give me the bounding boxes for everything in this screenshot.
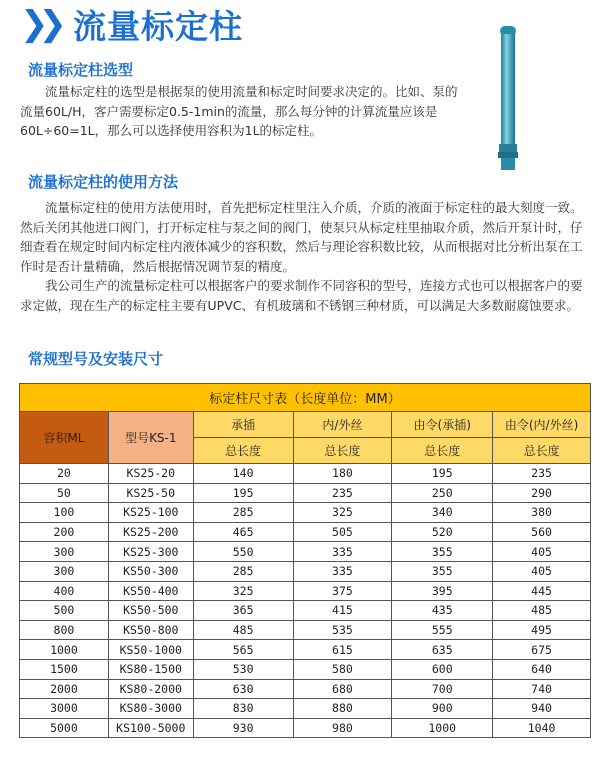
table-cell: 400 (20, 581, 109, 601)
table-cell: KS80-3000 (108, 699, 193, 719)
table-cell: 180 (293, 464, 392, 484)
table-cell: 900 (392, 699, 493, 719)
calibration-column-image (492, 24, 532, 174)
table-row (20, 581, 591, 601)
table-cell: 20 (20, 464, 109, 484)
section-heading-selection: 流量标定柱选型 (28, 61, 134, 79)
table-cell: 200 (20, 522, 109, 542)
table-cell: 335 (293, 542, 392, 562)
table-row (20, 464, 591, 484)
table-cell: 300 (20, 542, 109, 562)
page-title-text: 流量标定柱 (72, 6, 243, 46)
table-cell: 465 (193, 522, 293, 542)
table-cell: 615 (293, 640, 392, 660)
table-cell: 940 (493, 699, 591, 719)
header-group: 由令(承插) (392, 412, 493, 438)
table-cell: 2000 (20, 679, 109, 699)
table-cell: 235 (493, 464, 591, 484)
table-cell: 560 (493, 522, 591, 542)
table-row (20, 483, 591, 503)
table-cell: 140 (193, 464, 293, 484)
table-cell: 800 (20, 620, 109, 640)
header-volume: 容积ML (20, 412, 109, 464)
table-cell: KS100-5000 (108, 718, 193, 738)
table-cell: 740 (493, 679, 591, 699)
header-group: 内/外丝 (293, 412, 392, 438)
table-cell: KS25-20 (108, 464, 193, 484)
table-row (20, 503, 591, 523)
table-cell: 550 (193, 542, 293, 562)
table-cell: 435 (392, 601, 493, 621)
table-cell: 335 (293, 561, 392, 581)
section-heading-models: 常规型号及安装尺寸 (28, 350, 164, 368)
header-total-length: 总长度 (193, 438, 293, 464)
table-cell: 980 (293, 718, 392, 738)
table-cell: 1040 (493, 718, 591, 738)
header-group: 承插 (193, 412, 293, 438)
table-cell: 565 (193, 640, 293, 660)
table-row (20, 699, 591, 719)
table-cell: 1000 (392, 718, 493, 738)
table-cell: 640 (493, 659, 591, 679)
table-cell: 395 (392, 581, 493, 601)
table-cell: 530 (193, 659, 293, 679)
table-cell: 415 (293, 601, 392, 621)
table-cell: 355 (392, 561, 493, 581)
table-cell: 580 (293, 659, 392, 679)
table-cell: KS50-800 (108, 620, 193, 640)
table-row (20, 561, 591, 581)
table-cell: 635 (392, 640, 493, 660)
table-cell: KS25-300 (108, 542, 193, 562)
table-cell: 630 (193, 679, 293, 699)
table-cell: 405 (493, 542, 591, 562)
table-row (20, 718, 591, 738)
table-cell: 1500 (20, 659, 109, 679)
section-heading-usage: 流量标定柱的使用方法 (28, 173, 179, 191)
header-total-length: 总长度 (392, 438, 493, 464)
usage-text-2: 我公司生产的流量标定柱可以根据客户的要求制作不同容积的型号，连接方式也可以根据客户的要求定做，现在生产的标定柱主要有UPVC、有机玻璃和不锈钢三种材质，可以满足大多数耐腐蚀要求。 (20, 278, 583, 313)
selection-text: 流量标定柱的选型是根据泵的使用流量和标定时间要求决定的。比如、泵的流量60L/H，客户需要标定0.5-1min的流量，那么每分钟的计算流量应该是60L÷60=1L，那么可以选择使用容积为1L的标定柱。 (20, 84, 458, 138)
table-cell: 235 (293, 483, 392, 503)
header-model: 型号KS-1 (108, 412, 193, 464)
table-cell: 1000 (20, 640, 109, 660)
table-cell: 535 (293, 620, 392, 640)
table-cell: 285 (193, 503, 293, 523)
table-cell: KS80-2000 (108, 679, 193, 699)
table-cell: 365 (193, 601, 293, 621)
table-cell: 50 (20, 483, 109, 503)
table-cell: 285 (193, 561, 293, 581)
table-row (20, 522, 591, 542)
usage-text-1: 流量标定柱的使用方法使用时，首先把标定柱里注入介质，介质的液面于标定柱的最大刻度一致。然后关闭其他进口阀门，打开标定柱与泵之间的阀门，使泵只从标定柱里抽取介质，然后开泵计时，仔细查看在规定时间内标定柱内液体减少的容积数，然后与理论容积数比较，从而根据对比分析出泵在工作时是否计量精确，然后根据情况调节泵的精度。 (20, 200, 583, 274)
table-cell: 600 (392, 659, 493, 679)
table-cell: 290 (493, 483, 591, 503)
table-cell: 100 (20, 503, 109, 523)
table-cell: 555 (392, 620, 493, 640)
table-cell: 485 (493, 601, 591, 621)
table-cell: 680 (293, 679, 392, 699)
table-cell: 325 (193, 581, 293, 601)
header-total-length: 总长度 (293, 438, 392, 464)
header-total-length: 总长度 (493, 438, 591, 464)
table-row (20, 659, 591, 679)
table-cell: KS50-1000 (108, 640, 193, 660)
table-cell: KS50-400 (108, 581, 193, 601)
double-chevron-icon: ❯❯ (20, 4, 57, 44)
table-cell: 500 (20, 601, 109, 621)
page-title (20, 4, 243, 44)
table-cell: 700 (392, 679, 493, 699)
table-cell: 250 (392, 483, 493, 503)
table-row (20, 601, 591, 621)
table-cell: KS25-200 (108, 522, 193, 542)
table-cell: 5000 (20, 718, 109, 738)
table-cell: KS25-50 (108, 483, 193, 503)
table-cell: KS80-1500 (108, 659, 193, 679)
table-row (20, 679, 591, 699)
table-cell: 930 (193, 718, 293, 738)
table-row (20, 542, 591, 562)
table-cell: KS25-100 (108, 503, 193, 523)
table-cell: 375 (293, 581, 392, 601)
table-cell: 520 (392, 522, 493, 542)
table-cell: 340 (392, 503, 493, 523)
table-cell: 3000 (20, 699, 109, 719)
table-caption: 标定柱尺寸表（长度单位：MM） (20, 384, 591, 412)
table-cell: 380 (493, 503, 591, 523)
table-cell: 880 (293, 699, 392, 719)
table-cell: 325 (293, 503, 392, 523)
table-cell: KS50-300 (108, 561, 193, 581)
table-row (20, 640, 591, 660)
table-cell: 300 (20, 561, 109, 581)
table-cell: 830 (193, 699, 293, 719)
size-table (19, 383, 591, 738)
table-cell: KS50-500 (108, 601, 193, 621)
table-cell: 505 (293, 522, 392, 542)
table-cell: 445 (493, 581, 591, 601)
table-cell: 675 (493, 640, 591, 660)
table-cell: 355 (392, 542, 493, 562)
table-cell: 485 (193, 620, 293, 640)
table-cell: 195 (392, 464, 493, 484)
table-cell: 195 (193, 483, 293, 503)
table-cell: 405 (493, 561, 591, 581)
header-group: 由令(内/外丝) (493, 412, 591, 438)
table-cell: 495 (493, 620, 591, 640)
table-row (20, 620, 591, 640)
